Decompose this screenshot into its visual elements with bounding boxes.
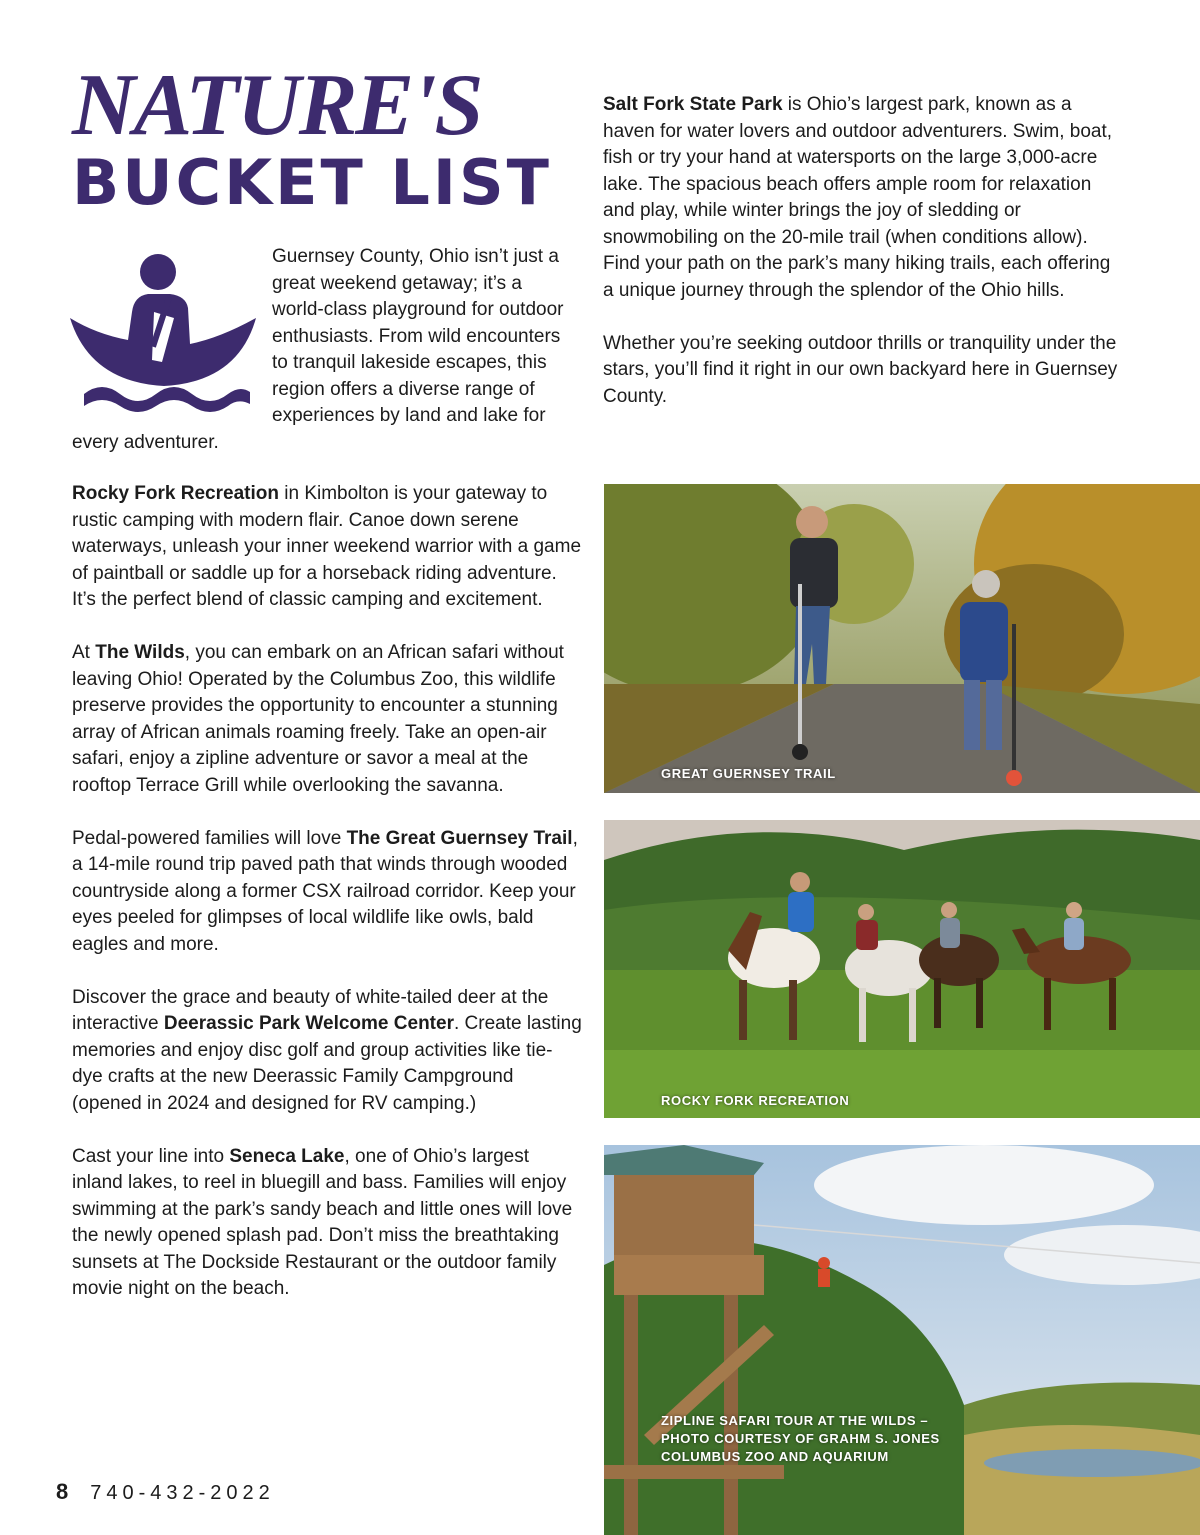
page-number: 8 <box>56 1479 69 1504</box>
paragraph-seneca-lake: Cast your line into Seneca Lake, one of Ohio’s largest inland lakes, to reel in bluegill and bass. Families will enjoy swimming at the park’s sandy beach and little ones will love the newly opened splash pad. Don’t miss the breathtaking sunsets at The Dockside Restaurant or the outdoor family movie night on the beach. <box>72 1145 573 1299</box>
right-column <box>603 92 1123 437</box>
left-column <box>72 481 582 1329</box>
photo-caption: GREAT GUERNSEY TRAIL <box>661 766 836 781</box>
paragraph-the-wilds: At The Wilds, you can embark on an African safari without leaving Ohio! Operated by the Columbus Zoo, this wildlife preserve provides the opportunity to encounter a stunning array of African animals roaming freely. Take an open-air safari, enjoy a zipline adventure or savor a meal at the rooftop Terrace Grill while overlooking the savanna. <box>72 642 564 796</box>
photo-rocky-fork-recreation <box>604 820 1200 1118</box>
paragraph-salt-fork: Salt Fork State Park is Ohio’s largest park, known as a haven for water lovers and outdoor adventurers. Swim, boat, fish or try your hand at watersports on the large 3,000-acre lake. The spacious beach offers ample room for relaxation and play, while winter brings the joy of sledding or snowmobiling on the 20-mile trail (when conditions allow). Find your path on the park’s many hiking trails, each offering a unique journey through the splendor of the Ohio hills. <box>603 94 1113 301</box>
paragraph-closing: Whether you’re seeking outdoor thrills or tranquility under the stars, you’ll find it right in our own backyard here in Guernsey County. <box>603 332 1118 407</box>
page-footer <box>56 1481 275 1503</box>
photo-great-guernsey-trail <box>604 484 1200 793</box>
photo-caption: ROCKY FORK RECREATION <box>661 1093 850 1108</box>
paragraph-great-guernsey-trail: Pedal-powered families will love The Great Guernsey Trail, a 14-mile round trip paved path that winds through wooded countryside along a former CSX railroad corridor. Keep your eyes peeled for glimpses of local wildlife like owls, bald eagles and more. <box>72 827 578 955</box>
title-line-2: BUCKET LIST <box>72 146 552 219</box>
paragraph-deerassic-park: Discover the grace and beauty of white-tailed deer at the interactive Deerassic Park Welcome Center. Create lasting memories and enjoy disc golf and group activities like tie-dye crafts at the new Deerassic Family Campground (opened in 2024 and designed for RV camping.) <box>72 986 582 1114</box>
paragraph-rocky-fork: Rocky Fork Recreation in Kimbolton is your gateway to rustic camping with modern flair. Canoe down serene waterways, unleash your inner weekend warrior with a game of paintball or saddle up for a horseback riding adventure. It’s the perfect blend of classic camping and excitement. <box>72 483 582 610</box>
title-line-1: NATURE'S <box>72 57 482 154</box>
photo-zipline-safari <box>604 1145 1200 1535</box>
photo-caption: ZIPLINE SAFARI TOUR AT THE WILDS – PHOTO COURTESY OF GRAHM S. JONES COLUMBUS ZOO AND AQUARIUM <box>661 1413 940 1464</box>
phone-number: 740-432-2022 <box>90 1482 275 1504</box>
intro-paragraph: Guernsey County, Ohio isn’t just a great weekend getaway; it’s a world-class playground for outdoor enthusiasts. From wild encounters to tranquil lakeside escapes, this region offers a diverse range of experiences by land and lake for every adventurer. <box>72 246 564 453</box>
